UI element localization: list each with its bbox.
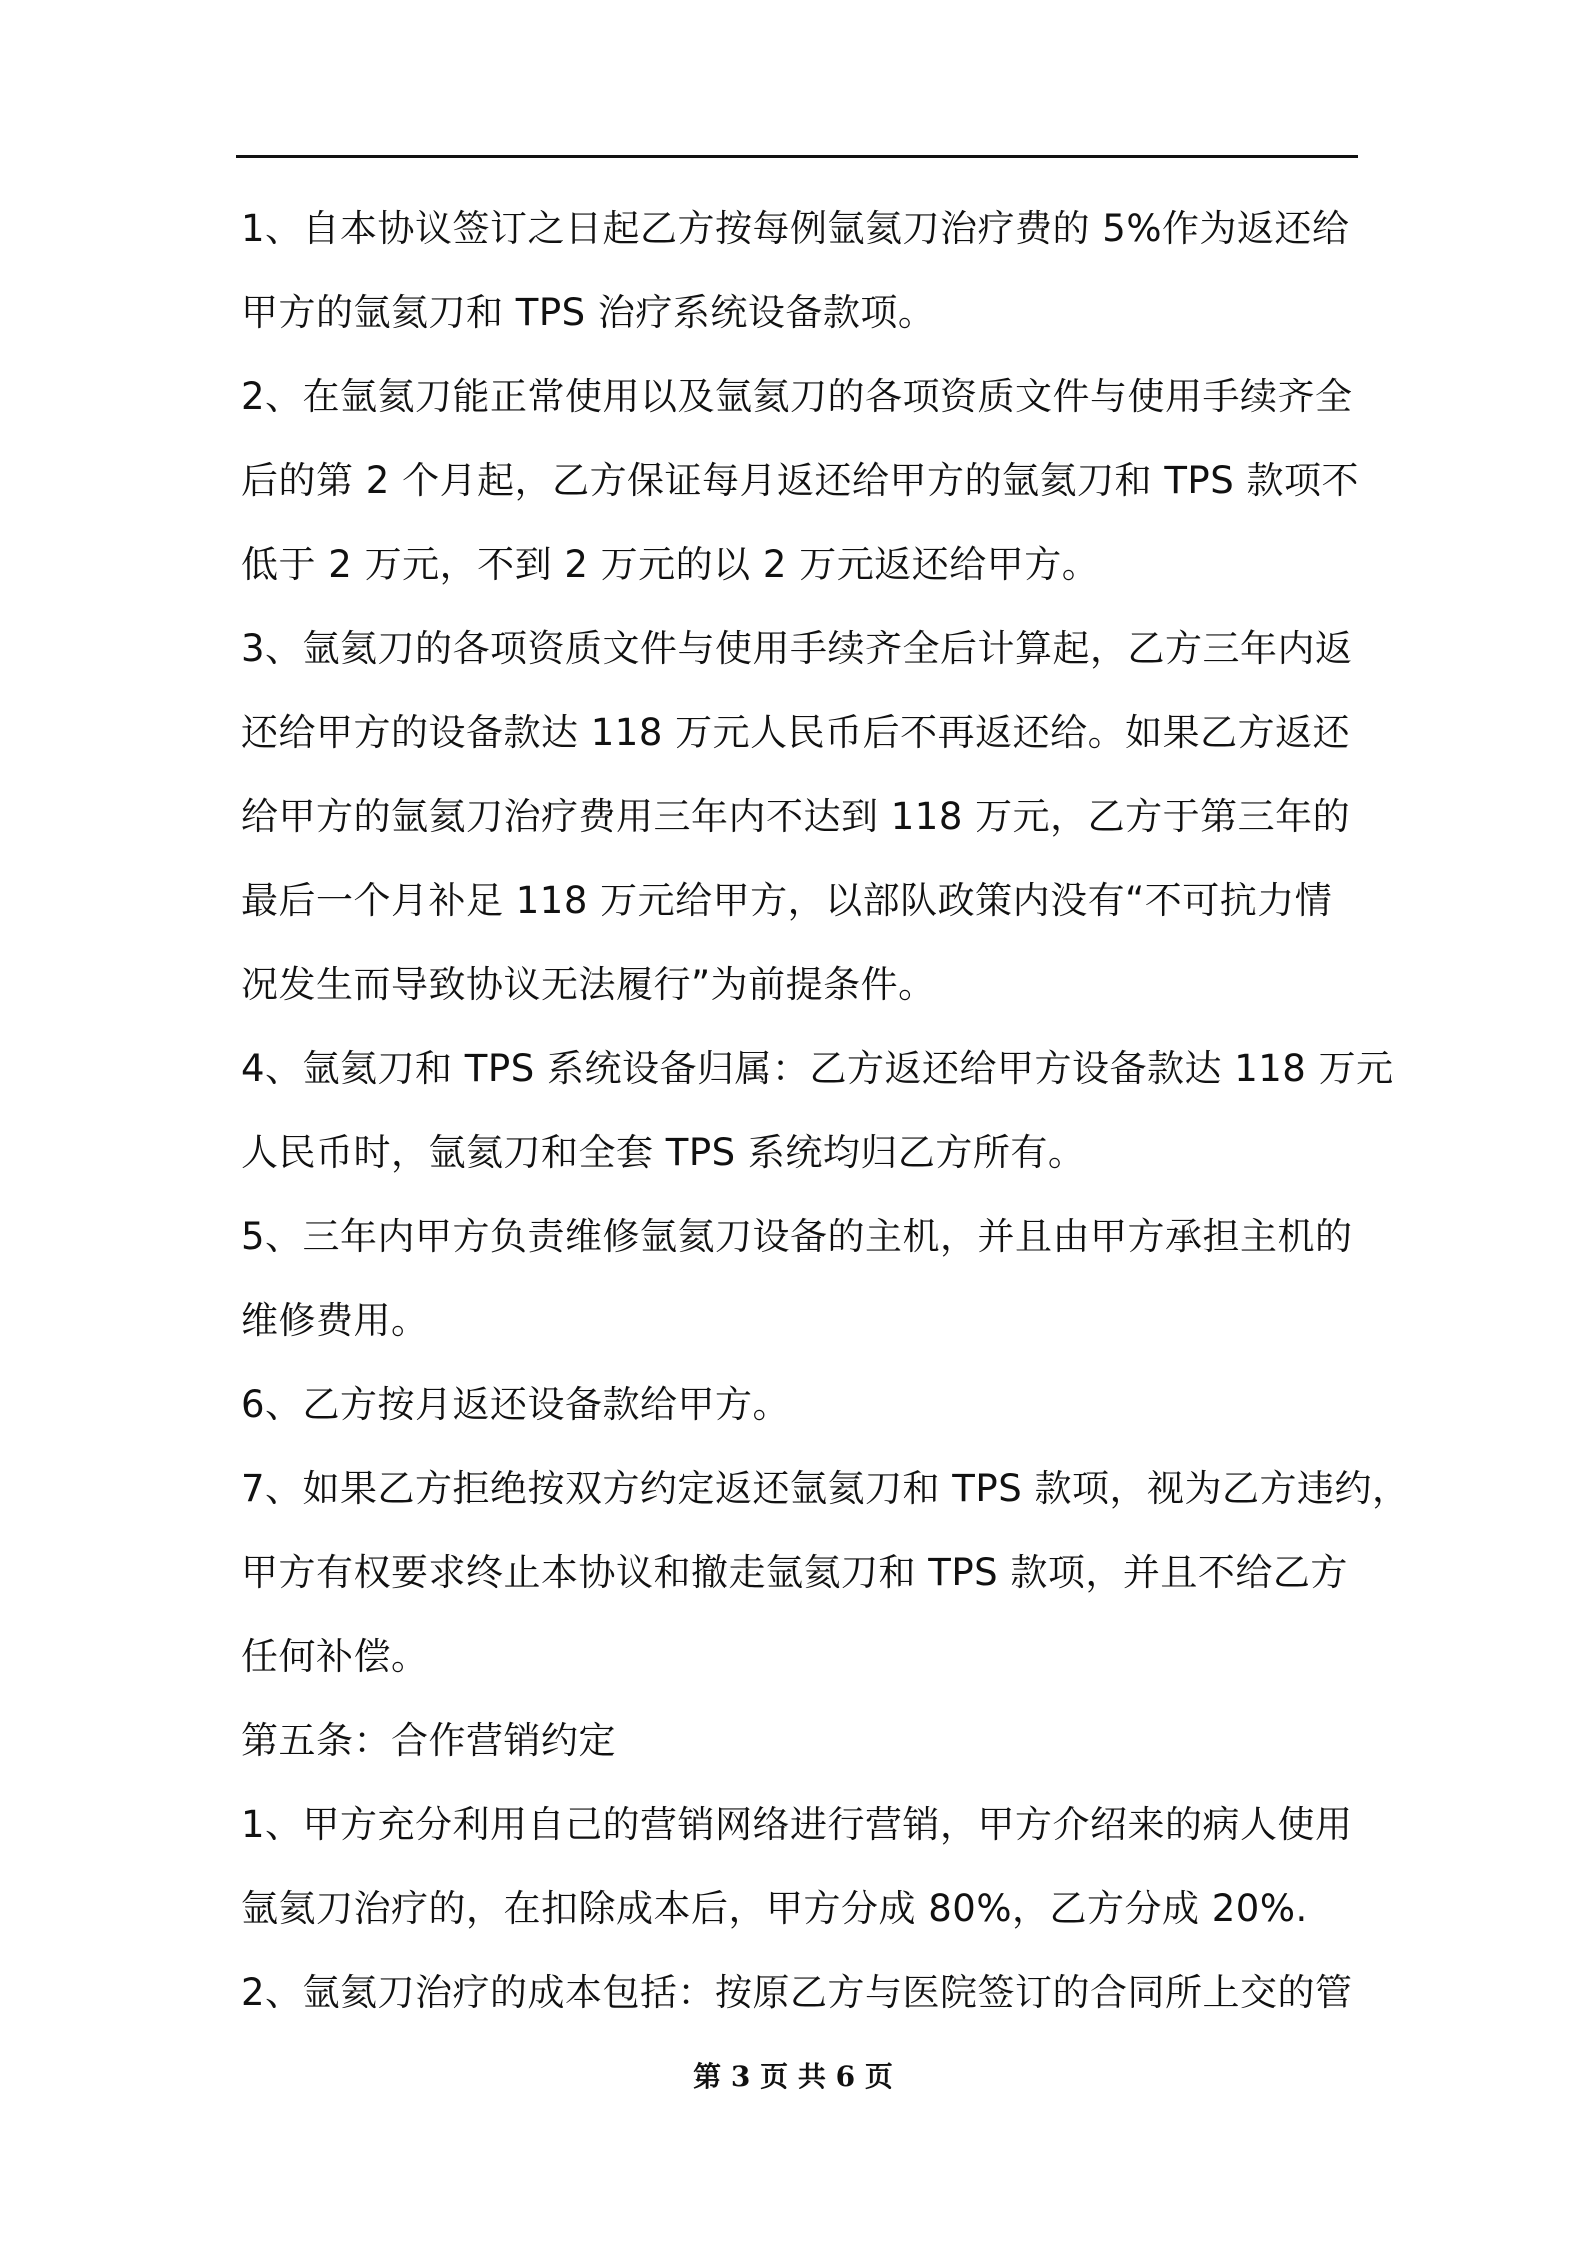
text-line: 人民币时，氩氦刀和全套 TPS 系统均归乙方所有。 [241,1131,1086,1174]
header-rule [236,155,1358,158]
text-line: 甲方有权要求终止本协议和撤走氩氦刀和 TPS 款项，并且不给乙方 [241,1551,1348,1594]
text-line: 维修费用。 [241,1299,429,1342]
text-line: 2、氩氦刀治疗的成本包括：按原乙方与医院签订的合同所上交的管 [241,1971,1353,2014]
text-line: 况发生而导致协议无法履行”为前提条件。 [241,963,936,1006]
section-heading: 第五条：合作营销约定 [241,1719,616,1762]
text-line: 给甲方的氩氦刀治疗费用三年内不达到 118 万元，乙方于第三年的 [241,795,1351,838]
text-line: 低于 2 万元，不到 2 万元的以 2 万元返还给甲方。 [241,543,1100,586]
text-line: 5、三年内甲方负责维修氩氦刀设备的主机，并且由甲方承担主机的 [241,1215,1353,1258]
text-line: 6、乙方按月返还设备款给甲方。 [241,1383,791,1426]
text-line: 3、氩氦刀的各项资质文件与使用手续齐全后计算起，乙方三年内返 [241,627,1353,670]
text-line: 后的第 2 个月起，乙方保证每月返还给甲方的氩氦刀和 TPS 款项不 [241,459,1359,502]
text-line: 1、甲方充分利用自己的营销网络进行营销，甲方介绍来的病人使用 [241,1803,1353,1846]
page-number: 第 3 页 共 6 页 [693,2060,893,2093]
text-line: 1、自本协议签订之日起乙方按每例氩氦刀治疗费的 5%作为返还给 [241,207,1350,250]
text-line: 7、如果乙方拒绝按双方约定返还氩氦刀和 TPS 款项，视为乙方违约， [241,1467,1410,1510]
text-line: 4、氩氦刀和 TPS 系统设备归属：乙方返还给甲方设备款达 118 万元 [241,1047,1394,1090]
text-line: 任何补偿。 [241,1635,429,1678]
text-line: 2、在氩氦刀能正常使用以及氩氦刀的各项资质文件与使用手续齐全 [241,375,1353,418]
text-line: 还给甲方的设备款达 118 万元人民币后不再返还给。如果乙方返还 [241,711,1351,754]
text-line: 甲方的氩氦刀和 TPS 治疗系统设备款项。 [241,291,936,334]
text-line: 最后一个月补足 118 万元给甲方，以部队政策内没有“不可抗力情 [241,879,1333,922]
text-line: 氩氦刀治疗的，在扣除成本后，甲方分成 80%，乙方分成 20%. [241,1887,1308,1930]
